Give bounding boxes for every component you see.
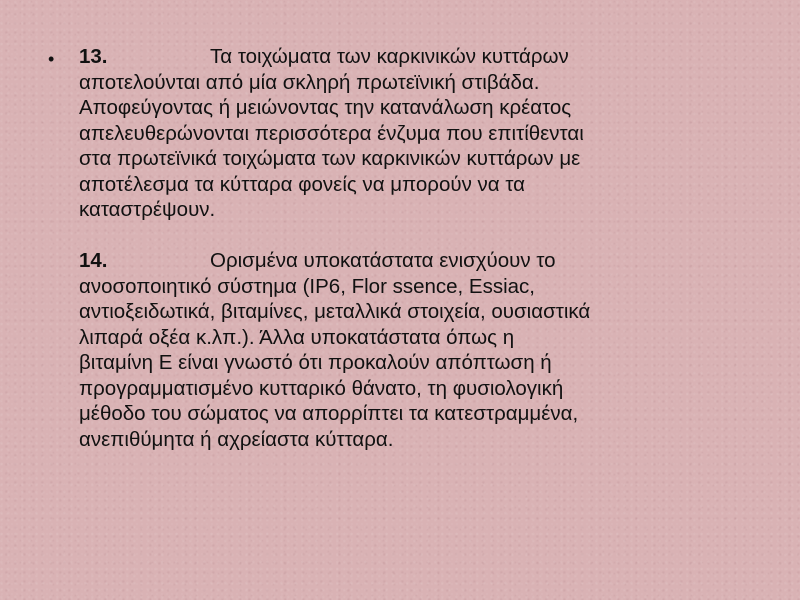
text-line: ανεπιθύμητα ή αχρείαστα κύτταρα. xyxy=(79,427,394,451)
text-line: Αποφεύγοντας ή μειώνοντας την κατανάλωση κρέατος xyxy=(79,96,572,119)
text-line: βιταμίνη Ε είναι γνωστό ότι προκαλούν απόπτωση ή xyxy=(79,351,552,374)
text-line: αντιοξειδωτικά, βιταμίνες, μεταλλικά στοιχεία, ουσιαστικά xyxy=(79,300,591,323)
item-number: 14. xyxy=(79,249,108,272)
paragraph-13 xyxy=(79,44,759,223)
text-line: στα πρωτεϊνικά τοιχώματα των καρκινικών κυττάρων με xyxy=(79,147,581,170)
paragraph-14 xyxy=(79,248,759,452)
text-line: απελευθερώνονται περισσότερα ένζυμα που επιτίθενται xyxy=(79,121,584,145)
bullet-dot: • xyxy=(48,49,55,69)
text-line: Τα τοιχώματα των καρκινικών κυττάρων xyxy=(210,45,569,68)
text-line: προγραμματισμένο κυτταρικό θάνατο, τη φυσιολογική xyxy=(79,376,564,400)
text-line: καταστρέψουν. xyxy=(79,198,216,221)
text-line: αποτελούνται από μία σκληρή πρωτεϊνική στιβάδα. xyxy=(79,70,540,94)
text-line: ανοσοποιητικό σύστημα (IP6, Flor ssence, Essiac, xyxy=(79,274,536,298)
text-line: λιπαρά οξέα κ.λπ.). Άλλα υποκατάστατα όπως η xyxy=(79,325,515,349)
bullet-content xyxy=(79,44,759,452)
text-line: μέθοδο του σώματος να απορρίπτει τα κατεστραμμένα, xyxy=(79,402,579,425)
text-line: Ορισμένα υποκατάστατα ενισχύουν το xyxy=(210,249,556,272)
text-line: αποτέλεσμα τα κύτταρα φονείς να μπορούν να τα xyxy=(79,172,525,196)
item-number: 13. xyxy=(79,45,108,68)
